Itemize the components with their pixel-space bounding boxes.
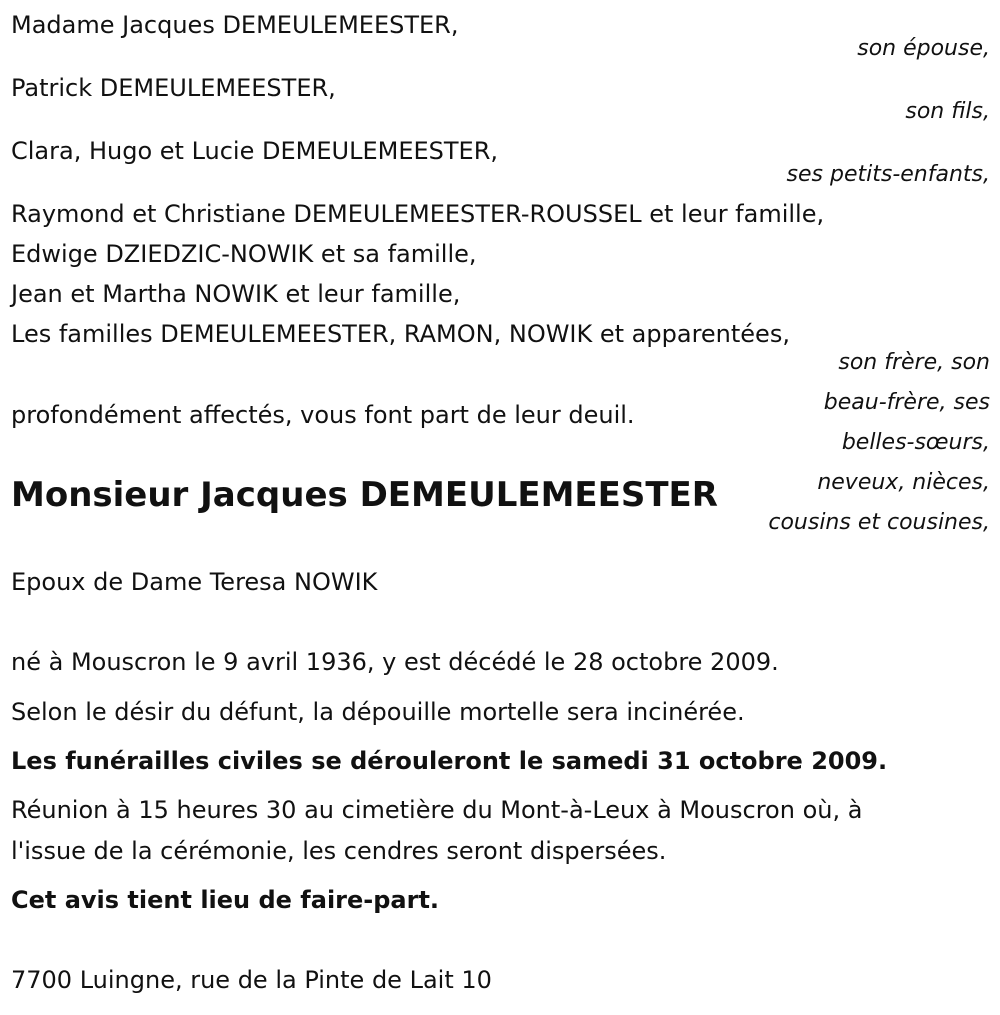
family-line-related-families: Les familles DEMEULEMEESTER, RAMON, NOWIK et apparentées, (11, 320, 790, 348)
relation-line: neveux, nièces, (817, 470, 990, 495)
spouse-info: Epoux de Dame Teresa NOWIK (11, 568, 378, 596)
relation-line: cousins et cousines, (768, 510, 990, 535)
birth-death-dates: né à Mouscron le 9 avril 1936, y est décédé le 28 octobre 2009. (11, 648, 779, 676)
notice-text: Cet avis tient lieu de faire-part. (11, 886, 440, 914)
family-line-grandchildren: Clara, Hugo et Lucie DEMEULEMEESTER, (11, 137, 499, 165)
deceased-name: Monsieur Jacques DEMEULEMEESTER (11, 475, 718, 515)
relation-line: son frère, son (838, 350, 990, 375)
family-line-brother-in-law: Jean et Martha NOWIK et leur famille, (11, 280, 461, 308)
announcement-text: profondément affectés, vous font part de leur deuil. (11, 401, 635, 429)
family-line-brother: Raymond et Christiane DEMEULEMEESTER-ROUSSEL et leur famille, (11, 200, 825, 228)
role-son: son fils, (905, 99, 990, 124)
relation-line: belles-sœurs, (841, 430, 990, 455)
meeting-info-line1: Réunion à 15 heures 30 au cimetière du Mont-à-Leux à Mouscron où, à (11, 796, 863, 824)
family-line-son: Patrick DEMEULEMEESTER, (11, 74, 336, 102)
role-grandchildren: ses petits-enfants, (786, 162, 990, 187)
role-spouse: son épouse, (857, 36, 990, 61)
family-line-spouse: Madame Jacques DEMEULEMEESTER, (11, 11, 459, 39)
meeting-info-line2: l'issue de la cérémonie, les cendres seront dispersées. (11, 837, 667, 865)
relations-block (730, 343, 990, 543)
cremation-note: Selon le désir du défunt, la dépouille mortelle sera incinérée. (11, 698, 745, 726)
address: 7700 Luingne, rue de la Pinte de Lait 10 (11, 966, 492, 994)
funeral-date: Les funérailles civiles se dérouleront le samedi 31 octobre 2009. (11, 747, 888, 775)
family-line-sister-in-law: Edwige DZIEDZIC-NOWIK et sa famille, (11, 240, 477, 268)
relation-line: beau-frère, ses (823, 390, 990, 415)
